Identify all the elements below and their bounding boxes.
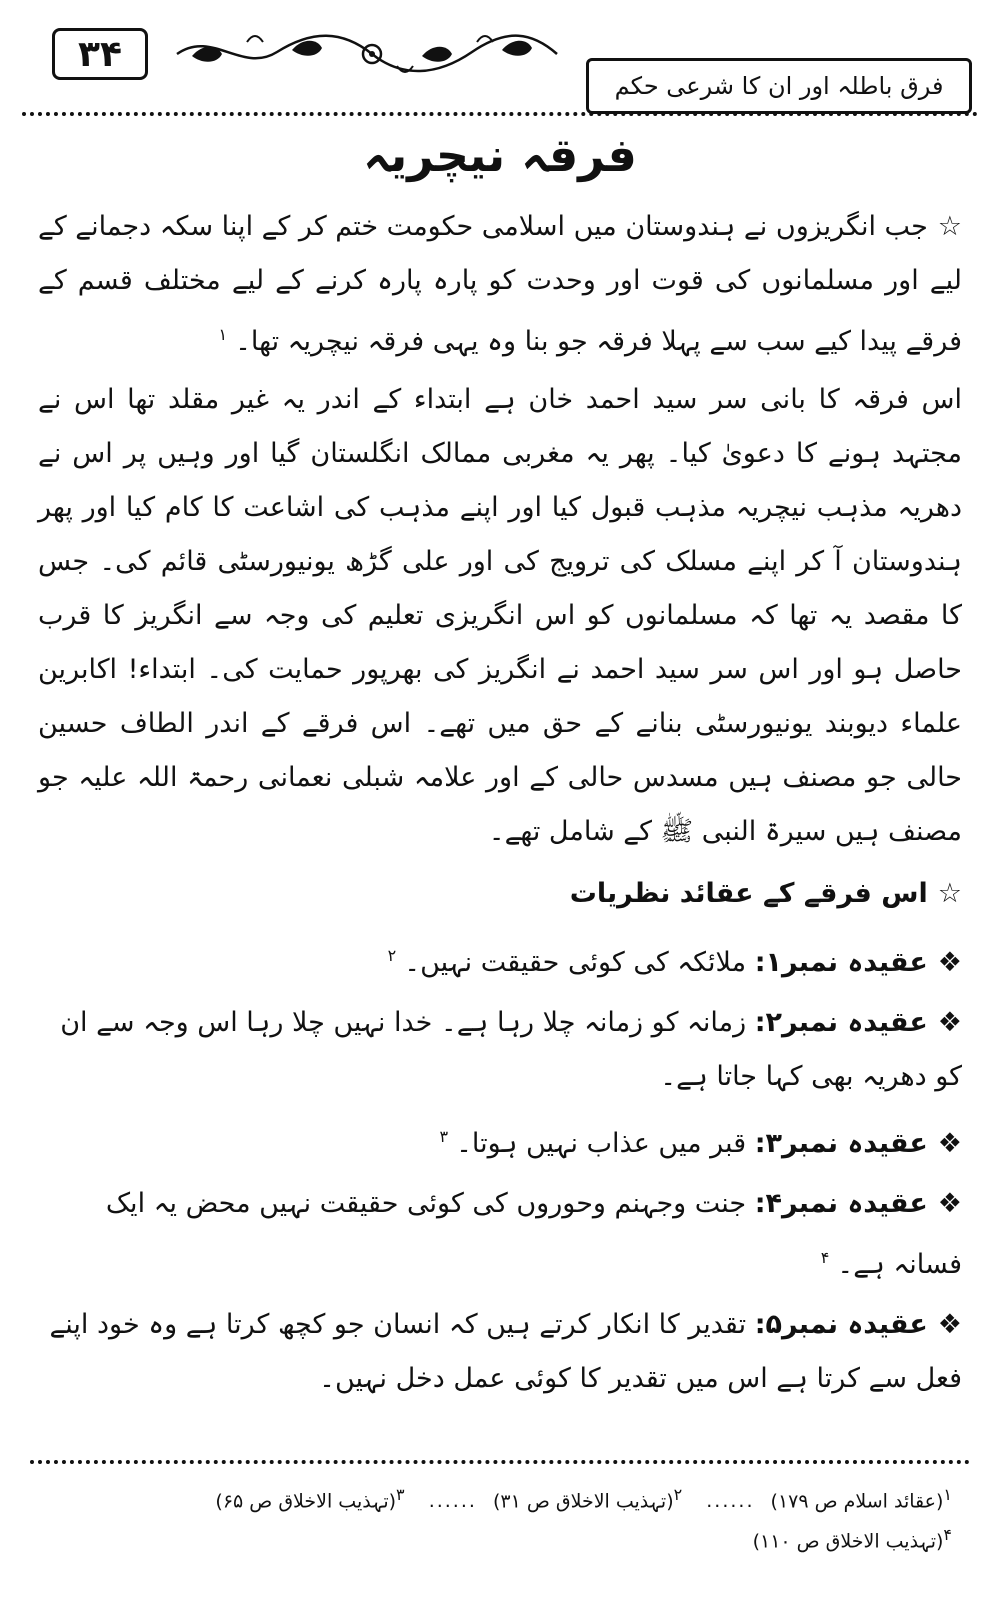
- footnote-separator: ......: [428, 1490, 477, 1513]
- belief-text: تقدیر کا انکار کرتے ہیں کہ انسان جو کچھ کرتا ہے وہ خود اپنے فعل سے کرتا ہے اس میں تقدیر کا کوئی عمل دخل نہیں۔: [49, 1309, 962, 1394]
- footnote-number: ۴: [943, 1525, 952, 1545]
- belief-text: قبر میں عذاب نہیں ہوتا۔: [456, 1128, 747, 1159]
- belief-text: زمانہ کو زمانہ چلا رہا ہے۔ خدا نہیں چلا رہا اس وجہ سے ان کو دھریہ بھی کہا جاتا ہے۔: [60, 1007, 962, 1092]
- footnote-text: (عقائد اسلام ص ۱۷۹): [770, 1490, 944, 1513]
- diamond-bullet-icon: ❖: [937, 1007, 962, 1038]
- belief-item-2: [38, 996, 962, 1104]
- page-number: ۳۴: [52, 28, 148, 80]
- footnote-ref: ۳: [439, 1127, 449, 1146]
- paragraph-founder: [38, 373, 962, 859]
- paragraph-text: اس فرقہ کا بانی سر سید احمد خان ہے ابتداء کے اندر یہ غیر مقلد تھا اس نے مجتہد ہونے کا دعویٰ کیا۔ پھر یہ مغربی ممالک انگلستان گیا اور وہیں پر اس نے دھریہ مذہب نیچریہ مذہب قبول کیا اور اپنے مذہب کی اشاعت کا کام کیا اور پھر ہندوستان آ کر اپنے مسلک کی ترویج کی اور علی گڑھ یونیورسٹی قائم کی۔ جس کا مقصد یہ تھا کہ مسلمانوں کو اس انگریزی تعلیم کی وجہ سے انگریز کا قرب حاصل ہو اور اس سر سید احمد نے انگریز کی بھرپور حمایت کی۔ ابتداء! اکابرین علماء دیوبند یونیورسٹی بنانے کے حق میں تھے۔ اس فرقے کے اندر الطاف حسین حالی جو مصنف ہیں مسدس حالی کے اور علامہ شبلی نعمانی رحمۃ اللہ علیہ جو مصنف ہیں سیرۃ النبی ﷺ کے شامل تھے۔: [38, 384, 962, 847]
- belief-label: عقیدہ نمبر۳:: [754, 1128, 928, 1159]
- belief-label: عقیدہ نمبر۲:: [754, 1007, 928, 1038]
- belief-item-4: [38, 1177, 962, 1292]
- star-icon: ☆: [937, 211, 962, 242]
- footnote-4: [753, 1518, 960, 1558]
- belief-label: عقیدہ نمبر۴:: [754, 1188, 928, 1219]
- footnote-ref: ۱: [218, 325, 228, 344]
- footnote-text: (تہذیب الاخلاق ص ۳۱): [492, 1490, 674, 1513]
- footnote-text: (تہذیب الاخلاق ص ۱۱۰): [752, 1530, 944, 1553]
- belief-item-5: [38, 1298, 962, 1406]
- chapter-heading: فرقہ نیچریہ: [363, 128, 637, 182]
- paragraph-text: جب انگریزوں نے ہندوستان میں اسلامی حکومت ختم کر کے اپنا سکہ دجمانے کے لیے اور مسلمانوں کی قوت اور وحدت کو پارہ پارہ کرنے کے لیے مختلف قسم کے فرقے پیدا کیے سب سے پہلا فرقہ جو بنا وہ یہی فرقہ نیچریہ تھا۔: [38, 211, 962, 357]
- footnote-divider: [30, 1460, 970, 1464]
- belief-text: جنت وجہنم وحوروں کی کوئی حقیقت نہیں محض یہ ایک فسانہ ہے۔: [105, 1188, 962, 1280]
- belief-item-3: [38, 1110, 962, 1171]
- footnote-number: ۲: [673, 1485, 683, 1504]
- footnotes: [40, 1478, 960, 1559]
- footnote-ref: ۲: [387, 946, 397, 965]
- belief-label: عقیدہ نمبر۱:: [754, 947, 928, 978]
- footnote-3: [215, 1478, 412, 1518]
- footnote-1: [771, 1478, 960, 1518]
- header-divider: [22, 112, 978, 116]
- star-icon: ☆: [937, 878, 962, 909]
- beliefs-section-title: [38, 865, 962, 923]
- belief-text: ملائکہ کی کوئی حقیقت نہیں۔: [404, 947, 747, 978]
- floral-ornament: [172, 24, 562, 80]
- footnote-2: [493, 1478, 690, 1518]
- diamond-bullet-icon: ❖: [937, 1309, 962, 1340]
- page-header: [22, 20, 978, 110]
- footnote-number: ۱: [943, 1485, 952, 1504]
- footnote-separator: ......: [706, 1490, 755, 1513]
- paragraph-intro: [38, 200, 962, 369]
- footnote-number: ۳: [396, 1485, 405, 1504]
- footnote-ref: ۴: [820, 1248, 830, 1267]
- diamond-bullet-icon: ❖: [937, 1128, 962, 1159]
- belief-label: عقیدہ نمبر۵:: [754, 1309, 928, 1340]
- running-title: فرق باطلہ اور ان کا شرعی حکم: [586, 58, 972, 114]
- footnote-text: (تہذیب الاخلاق ص ۶۵): [215, 1490, 397, 1513]
- section-title-text: اس فرقے کے عقائد نظریات: [569, 878, 928, 909]
- footnote-line-1: [40, 1478, 960, 1518]
- body-text: [38, 200, 962, 1406]
- belief-item-1: [38, 929, 962, 990]
- diamond-bullet-icon: ❖: [937, 1188, 962, 1219]
- diamond-bullet-icon: ❖: [937, 947, 962, 978]
- footnote-line-2: [40, 1518, 960, 1558]
